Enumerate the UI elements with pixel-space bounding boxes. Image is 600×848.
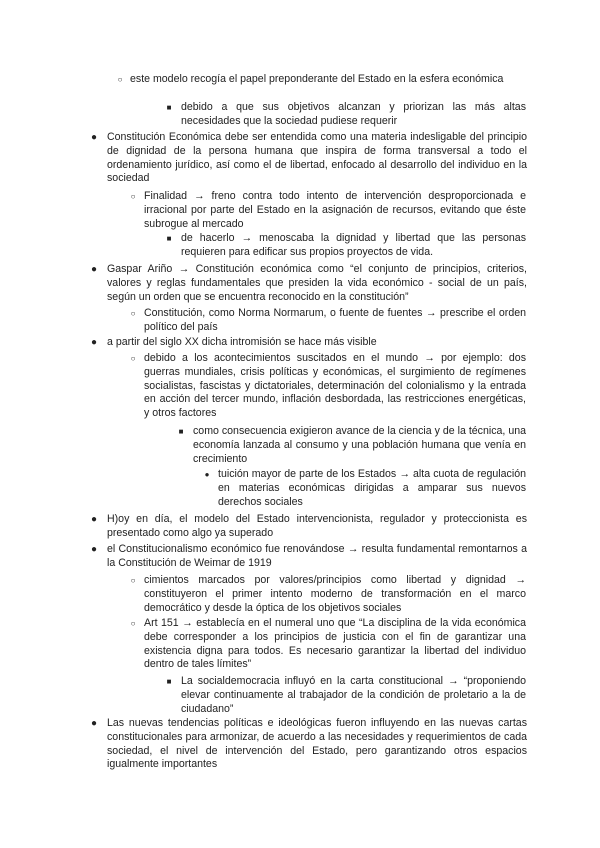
list-item	[130, 352, 526, 421]
filled-circle-bullet-icon: ●	[90, 544, 98, 555]
filled-circle-bullet-icon: ●	[90, 132, 98, 143]
filled-circle-bullet-icon: ●	[90, 264, 98, 275]
list-item	[166, 101, 526, 129]
filled-circle-bullet-icon: ●	[90, 718, 98, 729]
list-item-text: tuición mayor de parte de los Estados → alta cuota de regulación en materias económicas dirigidas a amparar sus nuevos derechos sociales	[218, 468, 526, 508]
list-item	[90, 263, 527, 304]
filled-square-bullet-icon: ■	[166, 103, 172, 112]
hollow-circle-bullet-icon: ○	[130, 619, 136, 628]
list-item	[130, 617, 526, 672]
list-item	[90, 336, 527, 350]
list-item-text: Constitución, como Norma Normarum, o fuente de fuentes → prescribe el orden político del país	[144, 307, 526, 333]
list-item-text: el Constitucionalismo económico fue renovándose → resulta fundamental remontarnos a la Constitución de Weimar de 1919	[107, 543, 527, 569]
filled-circle-bullet-icon: ●	[90, 337, 98, 348]
list-item	[90, 131, 527, 186]
filled-square-bullet-icon: ■	[166, 677, 172, 686]
list-item-text: Gaspar Ariño → Constitución económica como “el conjunto de principios, criterios, valores y reglas fundamentales que presiden la vida económico - social de un país, según un orden que se encuentra reconocido en la constitución”	[107, 263, 527, 303]
filled-circle-bullet-icon: ●	[204, 470, 210, 479]
list-item	[130, 190, 526, 231]
hollow-circle-bullet-icon: ○	[130, 309, 136, 318]
list-item-text: debido a que sus objetivos alcanzan y priorizan las más altas necesidades que la sociedad pudiese requerir	[181, 101, 526, 127]
hollow-circle-bullet-icon: ○	[117, 75, 123, 84]
list-item-text: este modelo recogía el papel preponderante del Estado en la esfera económica	[130, 73, 504, 85]
list-item	[166, 675, 526, 716]
hollow-circle-bullet-icon: ○	[130, 354, 136, 363]
list-item	[204, 468, 526, 509]
list-item	[130, 574, 526, 615]
filled-square-bullet-icon: ■	[166, 234, 172, 243]
list-item-text: Constitución Económica debe ser entendida como una materia indesligable del principio de dignidad de la persona humana que inspira de forma transversal a todo el ordenamiento jurídico, así como el de libertad, enfocado al desarrollo del individuo en la sociedad	[107, 131, 527, 185]
list-item	[90, 717, 527, 772]
list-item	[166, 232, 526, 260]
list-item-text: cimientos marcados por valores/principios como libertad y dignidad → constituyeron el primer intento moderno de transformación en el marco democrático y desde la óptica de los objetivos sociales	[144, 574, 526, 614]
list-item-text: a partir del siglo XX dicha intromisión se hace más visible	[107, 336, 377, 348]
list-item-text: H)oy en día, el modelo del Estado intervencionista, regulador y proteccionista es presentado como algo ya superado	[107, 513, 527, 539]
hollow-circle-bullet-icon: ○	[130, 576, 136, 585]
list-item	[178, 425, 526, 466]
list-item-text: debido a los acontecimientos suscitados en el mundo → por ejemplo: dos guerras mundiales, crisis políticas y económicas, el surgimiento de regímenes socialistas, fascistas y dictatoriales, determinación del colonialismo y la entrada en acción del tercer mundo, inflación desbordada, las restricciones energéticas, y otros factores	[144, 352, 526, 420]
list-item-text: La socialdemocracia influyó en la carta constitucional → “proponiendo elevar continuamente al trabajador de la condición de proletario a la de ciudadano”	[181, 675, 526, 715]
filled-circle-bullet-icon: ●	[90, 514, 98, 525]
list-item-text: Art 151 → establecía en el numeral uno que “La disciplina de la vida económica debe corresponder a los principios de justicia con el fin de garantizar una existencia digna para todos. Es necesario garantizar la libertad del individuo dentro de tales límites”	[144, 617, 526, 671]
list-item	[130, 307, 526, 335]
list-item-text: Las nuevas tendencias políticas e ideológicas fueron influyendo en las nuevas cartas constitucionales para armonizar, de acuerdo a las necesidades y requerimientos de cada sociedad, el nivel de intervención del Estado, pero garantizando otros espacios igualmente importantes	[107, 717, 527, 771]
hollow-circle-bullet-icon: ○	[130, 192, 136, 201]
list-item	[117, 73, 526, 87]
filled-square-bullet-icon: ■	[178, 427, 184, 436]
list-item	[90, 513, 527, 541]
list-item-text: Finalidad → freno contra todo intento de intervención desproporcionada e irracional por parte del Estado en la asignación de recursos, evitando que éste subrogue al mercado	[144, 190, 526, 230]
list-item-text: de hacerlo → menoscaba la dignidad y libertad que las personas requieren para edificar sus propios proyectos de vida.	[181, 232, 526, 258]
list-item-text: como consecuencia exigieron avance de la ciencia y de la técnica, una economía lanzada al consumo y una población humana que venía en crecimiento	[193, 425, 526, 465]
list-item	[90, 543, 527, 571]
